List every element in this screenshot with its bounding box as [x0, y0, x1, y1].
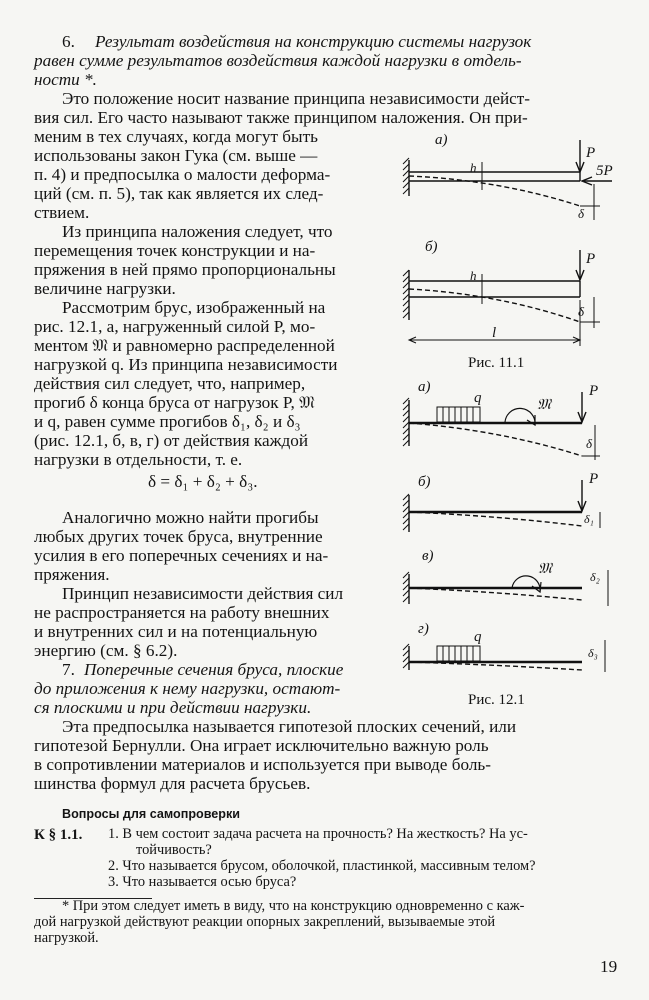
beam-line-9: нагрузки в отдельности, т. е. — [34, 450, 243, 469]
fig12-a-force-label: P — [589, 383, 599, 399]
superposition-line-4: величине нагрузки. — [34, 279, 176, 298]
fig12-d-distributed-load — [443, 646, 473, 661]
fig12-panel-a-label: а) — [418, 379, 431, 395]
hypothesis-line-3: в сопротивлении материалов и используется при выводе боль- — [34, 755, 491, 774]
principle-line-3: меним в тех случаях, когда могут быть — [34, 127, 318, 146]
similarly-line-3: усилия в его поперечных сечениях и на- — [34, 546, 329, 565]
fig12-c-moment-label: 𝔐 — [538, 561, 552, 577]
fig12-d-deflection-label: δ₃ — [588, 646, 598, 660]
fig12-panel-b-label: б) — [418, 474, 431, 490]
footnote-line-1: * При этом следует иметь в виду, что на конструкцию одновременно с каж- — [62, 898, 525, 914]
paragraph-7-line-3: ся плоскими и при действии нагрузки. — [34, 698, 312, 717]
paragraph-6-line-1: Результат воздействия на конструкцию системы нагрузок — [95, 32, 532, 51]
paragraph-6-line-3: ности *. — [34, 70, 97, 89]
fig12-caption: Рис. 12.1 — [468, 692, 525, 708]
footnote-line-2: дой нагрузкой действуют реакции опорных закреплений, вызываемые этой — [34, 914, 496, 930]
principle-line-1: Это положение носит название принципа независимости дейст- — [62, 89, 531, 108]
fig11-length-label: l — [492, 325, 497, 341]
beam-line-4: нагрузкой q. Из принципа независимости — [34, 355, 338, 374]
superposition-line-1: Из принципа наложения следует, что — [62, 222, 333, 241]
fig12-panel-d-label: г) — [418, 621, 429, 637]
fig12-c-deflected — [409, 588, 582, 600]
hypothesis-line-1: Эта предпосылка называется гипотезой плоских сечений, или — [62, 717, 517, 736]
paragraph-7-line-1: Поперечные сечения бруса, плоские — [84, 660, 344, 679]
principle-line-4: использованы закон Гука (см. выше — — [34, 146, 318, 165]
fig11-a-height-label: h — [470, 160, 477, 175]
principle-line-6: ций (см. п. 5), так как является их след- — [34, 184, 324, 203]
fig12-d-load-label: q — [474, 629, 482, 645]
paragraph-7-number: 7. — [62, 660, 75, 679]
similarly-line-4: пряжения. — [34, 565, 110, 584]
questions-heading: Вопросы для самопроверки — [62, 807, 241, 821]
paragraph-7-line-2: до приложения к нему нагрузки, остают- — [34, 679, 341, 698]
footnote-line-3: нагрузкой. — [34, 930, 99, 946]
fig12-b-deflected — [409, 512, 582, 526]
paragraph-6-number: 6. — [62, 32, 75, 51]
page-number: 19 — [600, 957, 618, 976]
principle-line-2: вия сил. Его часто называют также принципом наложения. Он при- — [34, 108, 528, 127]
fig12-c-deflection-label: δ₂ — [590, 570, 600, 584]
fig12-a-deflection-label: δ — [586, 436, 593, 451]
fig12-a-load-label: q — [474, 390, 482, 406]
not-applicable-line-4: энергию (см. § 6.2). — [34, 641, 178, 660]
fig12-panel-c-label: в) — [422, 548, 434, 564]
paragraph-6-line-2: равен сумме результатов воздействия каждой нагрузки в отдель- — [34, 51, 522, 70]
question-1: 1. В чем состоит задача расчета на прочность? На жесткость? На ус- — [108, 826, 528, 842]
principle-line-5: п. 4) и предпосылка о малости деформа- — [34, 165, 331, 184]
similarly-line-1: Аналогично можно найти прогибы — [62, 508, 319, 527]
fig12-b-deflection-label: δ₁ — [584, 512, 594, 526]
hypothesis-line-4: шинства формул для расчета брусьев. — [34, 774, 311, 793]
fig11-b-height-label: h — [470, 268, 477, 283]
superposition-line-3: пряжения в ней прямо пропорциональны — [34, 260, 336, 279]
question-2: 2. Что называется брусом, оболочкой, пластинкой, массивным телом? — [108, 858, 536, 874]
questions-section: К § 1.1. — [34, 827, 83, 843]
superposition-line-2: перемещения точек конструкции и на- — [34, 241, 316, 260]
not-applicable-line-1: Принцип независимости действия сил — [62, 584, 344, 603]
beam-line-7: и q, равен сумме прогибов δ₁, δ₂ и δ₃ — [34, 412, 301, 431]
beam-line-8: (рис. 12.1, б, в, г) от действия каждой — [34, 431, 309, 450]
principle-line-7: ствием. — [34, 203, 90, 222]
fig11-a-force-label: P — [586, 145, 596, 161]
fig11-panel-a-label: а) — [435, 132, 448, 148]
question-1-cont: тойчивость? — [136, 842, 212, 858]
fig11-caption: Рис. 11.1 — [468, 355, 525, 371]
hypothesis-line-2: гипотезой Бернулли. Она играет исключительно важную роль — [34, 736, 489, 755]
beam-line-5: действия сил следует, что, например, — [34, 374, 306, 393]
beam-line-1: Рассмотрим брус, изображенный на — [62, 298, 326, 317]
fig11-a-deflection-label: δ — [578, 206, 585, 221]
fig11-a-force-5p-label: 5P — [596, 163, 613, 179]
fig12-a-deflected — [409, 423, 582, 456]
fig11-b-force-label: P — [586, 251, 596, 267]
fig11-panel-b-label: б) — [425, 239, 438, 255]
similarly-line-2: любых других точек бруса, внутренние — [34, 527, 323, 546]
formula: δ = δ₁ + δ₂ + δ₃. — [148, 472, 258, 491]
beam-line-3: ментом 𝔐 и равномерно распределенной — [34, 336, 335, 355]
fig12-a-distributed-load — [443, 407, 473, 422]
beam-line-2: рис. 12.1, а, нагруженный силой P, мо- — [34, 317, 316, 336]
beam-line-6: прогиб δ конца бруса от нагрузок P, 𝔐 — [34, 393, 315, 412]
not-applicable-line-2: не распространяется на работу внешних — [34, 603, 330, 622]
fig12-a-moment-label: 𝔐 — [537, 397, 551, 413]
fig11-b-deflection-label: δ — [578, 304, 585, 319]
not-applicable-line-3: и внутренних сил и на потенциальную — [34, 622, 318, 641]
question-3: 3. Что называется осью бруса? — [108, 874, 297, 890]
fig12-b-force-label: P — [589, 471, 599, 487]
